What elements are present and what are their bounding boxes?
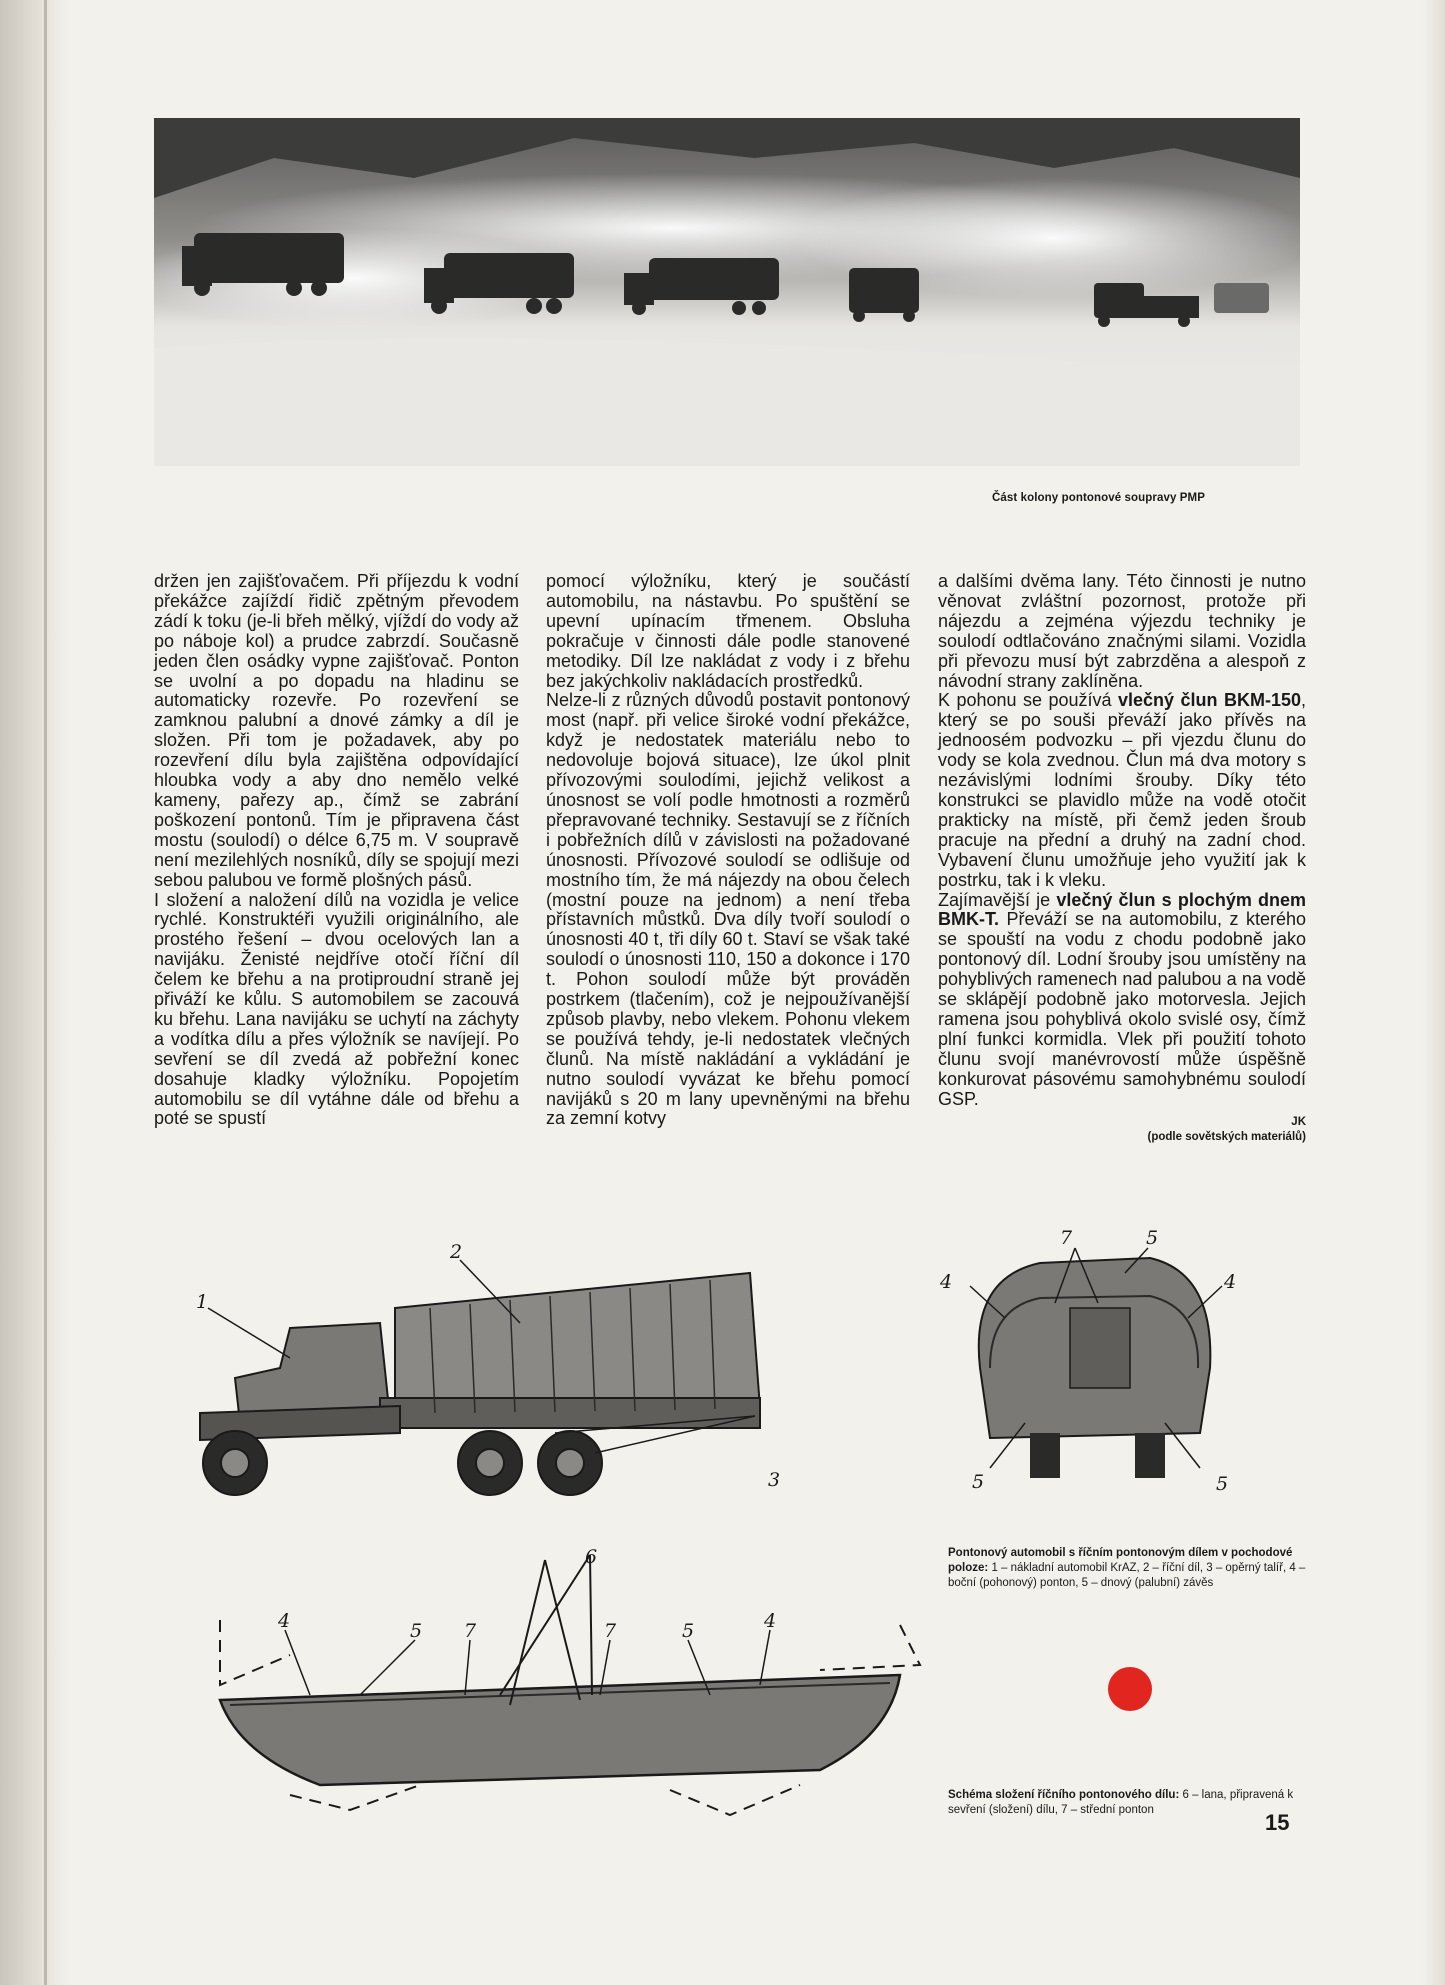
paragraph: a dalšími dvěma lany. Této činnosti je nutno věnovat zvláštní pozornost, protože při nájezdu a zejména výjezdu techniky je soulodí odtlačováno značnými silami. Vozidla při převozu musí být zabrzděna a alespoň z návodní strany zaklíněna. [938,571,1306,691]
text-column-2 [546,572,910,1129]
photo-caption: Část kolony pontonové soupravy PMP [992,492,1205,504]
red-marker-dot [1108,1667,1152,1711]
truck-figure-caption [948,1546,1310,1591]
schema-figure-caption [948,1788,1310,1818]
rear-label-5-right: 5 [1216,1473,1229,1495]
truck-label-1: 1 [196,1291,209,1313]
truck-drawing [180,1228,820,1548]
rear-label-4-left: 4 [940,1271,953,1293]
schema-label-6: 6 [585,1546,598,1568]
schema-label-5-right: 5 [682,1620,695,1642]
paragraph: K pohonu se používá vlečný člun BKM-150, který se po souši převáží jako přívěs na jednoosém podvozku – při vjezdu člunu do vody se kola zvednou. Člun má dva motory s nezávislými lodními šrouby. Díky této konstrukci se plavidlo může na vodě otočit prakticky na místě, při čemž jeden šroub pracuje na přední a druhý na zadní chod. Vybavení člunu umožňuje jeho využití jak k postrku, tak i k vleku. [938,690,1306,890]
text-column-1 [154,572,519,1129]
author-initials: JK [1291,1116,1306,1129]
paragraph: držen jen zajišťovačem. Při příjezdu k vodní překážce zajíždí řidič zpětným převodem zádí k toku (je-li břeh mělký, vjíždí do vody až po náboje kol) a prudce zabrzdí. Současně jeden člen osádky vypne zajišťovač. Ponton se uvolní a po dopadu na hladinu se automaticky rozevře. Po rozevření se zamknou palubní a dnové zámky a díl je složen. Při tom je požadavek, aby po rozevření dílu byla zajištěna odpovídající hloubka vody a aby dno nemělo velké kameny, pařezy ap., čímž se zabrání poškození pontonů. Tím je připravena část mostu (soulodí) o délce 6,75 m. V soupravě není mezilehlých nosníků, díly se spojují mezi sebou palubou ve formě plošných pásů. [154,571,519,890]
paragraph: pomocí výložníku, který je součástí automobilu, na nástavbu. Po spuštění se upevní upínacím třmenem. Obsluha pokračuje v činnosti dále podle stanovené metodiky. Díl lze nakládat z vody i z břehu bez jakýchkoliv nakládacích prostředků. [546,571,910,691]
rear-label-7: 7 [1060,1227,1073,1249]
schema-label-4-right: 4 [764,1610,777,1632]
article-signature [938,1115,1306,1145]
source-note: (podle sovětských materiálů) [1147,1131,1306,1144]
rear-label-5-left: 5 [972,1471,985,1493]
schema-label-4-left: 4 [278,1610,291,1632]
caption-title: Pontonový automobil s říčním pontonovým dílem v pochodové poloze: [948,1547,1293,1574]
text-column-3 [938,572,1306,1145]
truck-label-2: 2 [450,1241,463,1263]
page-right-edge [1423,0,1445,1985]
rear-label-4-right: 4 [1224,1271,1237,1293]
paragraph: I složení a naložení dílů na vozidla je velice rychlé. Konstruktéři využili originálního, ale prostého řešení – dvou ocelových lan a navijáku. Ženisté nejdříve otočí říční díl čelem ke břehu a na protiproudní straně jej přiváží ke kůlu. S automobilem se zacouvá ku břehu. Lana navijáku se uchytí na záchyty a vodítka dílu a přes výložník se navíjejí. Po sevření se díl zvedá až pobřežní konec dosahuje kladky výložníku. Popojetím automobilu se díl vytáhne dále od břehu a poté se spustí [154,889,519,1129]
unfolding-schema-drawing [200,1545,940,1835]
paragraph: Nelze-li z různých důvodů postavit pontonový most (např. při velice široké vodní překážce, když je nedostatek materiálu nebo to nedovoluje bojová situace), lze úkol plnit přívozovými soulodími, jejichž velikost a únosnost se volí podle hmotnosti a rozměrů přepravované techniky. Sestavují se z říčních i pobřežních dílů v závislosti na požadované únosnosti. Přívozové soulodí se odlišuje od mostního tím, že má nájezdy na obou čelech (mostní pouze na jednom) a není třeba přístavních můstků. Dva díly tvoří soulodí o únosnosti 40 t, tři díly 60 t. Staví se však také soulodí o únosnosti 110, 150 a dokonce i 170 t. Pohon soulodí může být prováděn postrkem (tlačením), což je nejpoužívanější způsob plavby, nebo vlekem. Pohonu vlekem se používá tehdy, je-li nedostatek vlečných člunů. Na místě nakládání a vykládání je nutno soulodí vyvázat ke břehu pomocí navijáků s 20 m lany upevněnými na břehu za zemní kotvy [546,690,910,1129]
schema-label-5-left: 5 [410,1620,423,1642]
schema-label-7-right: 7 [604,1620,617,1642]
bold-term: vlečný člun BKM-150 [1117,690,1301,711]
caption-title: Schéma složení říčního pontonového dílu: [948,1789,1180,1801]
caption-text: 1 – nákladní automobil KrAZ, 2 – říční díl, 3 – opěrný talíř, 4 – boční (pohonový) ponton, 5 – dnový (palubní) závěs [948,1562,1306,1589]
paragraph: Zajímavější je vlečný člun s plochým dnem BMK-T. Převáží se na automobilu, z kterého se spouští na vodu z chodu podobně jako pontonový díl. Lodní šrouby jsou umístěny na pohyblivých ramenech nad palubou a na vodě se sklápějí podobně jako motorvesla. Jejich ramena jsou pohyblivá okolo svislé osy, čímž plní funkci kormidla. Vlek při použití tohoto člunu svojí manévrovostí může úspěšně konkurovat pásovému samohybnému soulodí GSP. [938,889,1306,1109]
convoy-photo [154,118,1300,466]
bold-term: vlečný člun s plochým dnem BMK-T. [938,889,1306,930]
page-edge [44,0,47,1985]
truck-label-3: 3 [768,1469,781,1491]
caption-text: 6 – lana, připravená k sevření (složení) dílu, 7 – střední ponton [948,1789,1294,1816]
page-gutter-shadow [0,0,70,1985]
rear-label-5-top: 5 [1146,1227,1159,1249]
page-number: 15 [1265,1810,1290,1835]
pontoon-rear-drawing [930,1218,1250,1508]
schema-label-7-left: 7 [464,1620,477,1642]
